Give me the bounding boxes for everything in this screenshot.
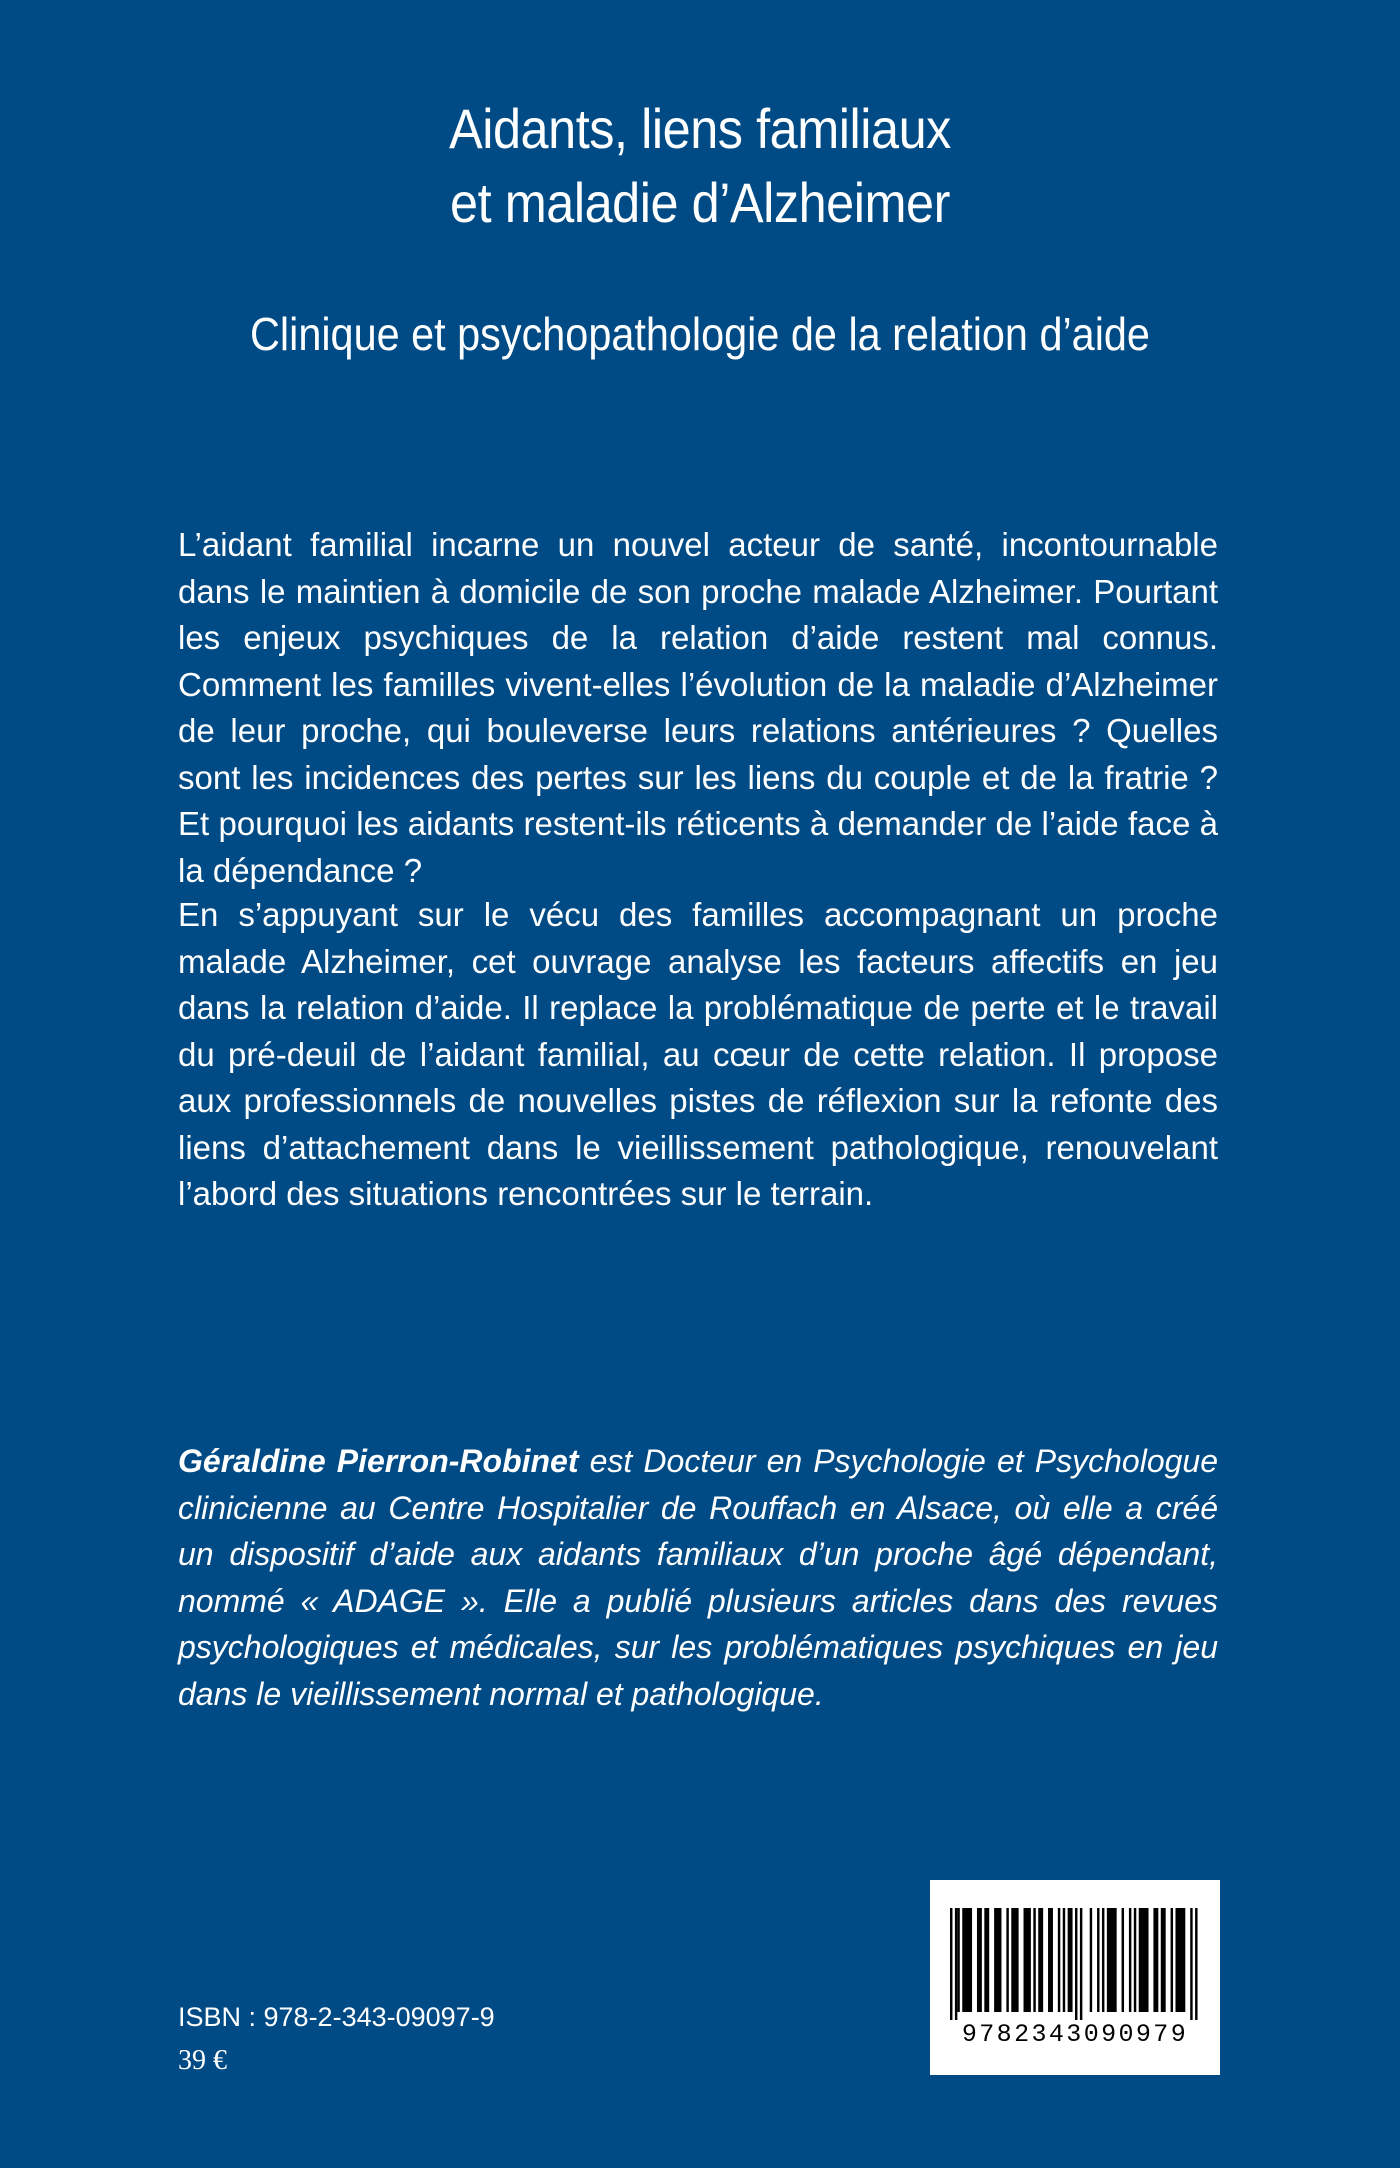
summary-paragraph-1: L’aidant familial incarne un nouvel acteur de santé, incontournable dans le maintien à domicile de son proche malade Alzheimer. Pourtant les enjeux psychiques de la relation d’aide restent mal connus. Comment les familles vivent-elles l’évolution de la maladie d’Alzheimer de leur proche, qui bouleverse leurs relations antérieures ? Quelles sont les incidences des pertes sur les liens du couple et de la fratrie ? Et pourquoi les aidants restent-ils réticents à demander de l’aide face à la dépendance ? [178,526,1218,889]
book-title [70,92,1330,240]
author-bio [178,1438,1218,1717]
author-name: Géraldine Pierron-Robinet [178,1443,579,1479]
book-subtitle: Clinique et psychopathologie de la relation d’aide [250,308,1150,360]
book-title-line-2: et maladie d’Alzheimer [450,171,950,234]
price: 39 € [178,2045,227,2076]
summary-paragraph-2: En s’appuyant sur le vécu des familles accompagnant un proche malade Alzheimer, cet ouvrage analyse les facteurs affectifs en jeu dans la relation d’aide. Il replace la problématique de perte et le travail du pré-deuil de l’aidant familial, au cœur de cette relation. Il propose aux professionnels de nouvelles pistes de réflexion sur la refonte des liens d’attachement dans le vieillissement pathologique, renouvelant l’abord des situations rencontrées sur le terrain. [178,896,1218,1212]
isbn: ISBN : 978-2-343-09097-9 [178,2002,495,2032]
barcode-bars [950,1908,1200,2020]
barcode-digits: 9782343090979 [961,2020,1189,2049]
author-bio-text: est Docteur en Psychologie et Psychologue clinicienne au Centre Hospitalier de Rouffach en Alsace, où elle a créé un dispositif d’aide aux aidants familiaux d’un proche âgé dépendant, nommé « ADAGE ». Elle a publié plusieurs articles dans des revues psychologiques et médicales, sur les problématiques psychiques en jeu dans le vieillissement normal et pathologique. [178,1443,1219,1712]
book-title-line-1: Aidants, liens familiaux [449,97,951,160]
barcode [930,1880,1220,2075]
